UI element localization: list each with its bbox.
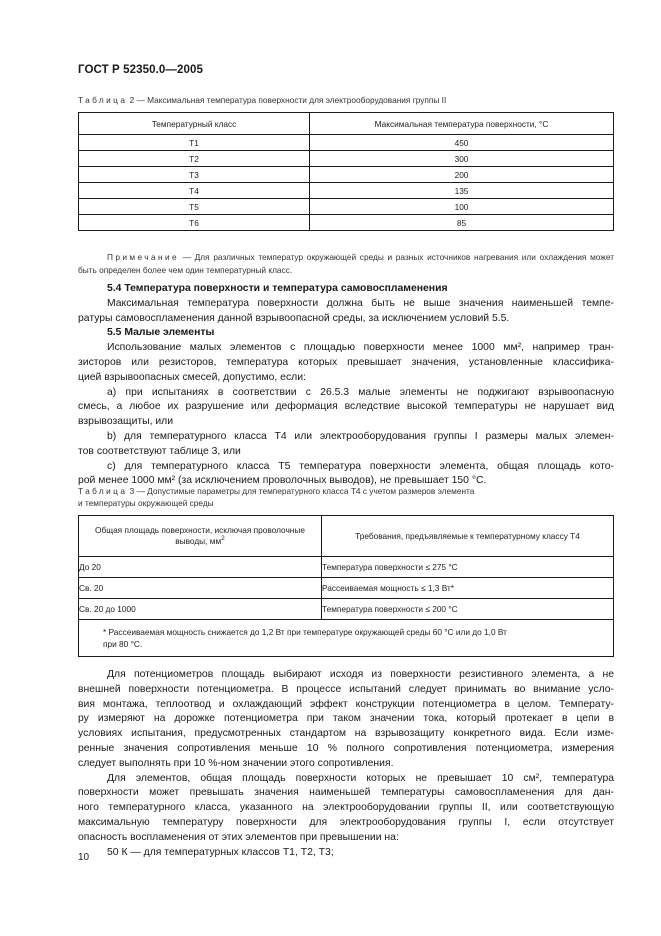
- paragraph-line: опасность воспламенения от этих элементов при превышении на:: [78, 831, 399, 843]
- table3-col1-header-line1: Общая площадь поверхности, исключая проволочные: [95, 525, 305, 535]
- body-text-sections: [78, 282, 614, 489]
- table2-cell-temp: 135: [310, 183, 614, 199]
- table3-caption-text: 3 — Допустимые параметры для температурного класса Т4 с учетом размеров элемента: [127, 486, 475, 496]
- table2-cell-class: Т2: [79, 151, 310, 167]
- paragraph-line: тов соответствуют таблице 3, или: [78, 445, 241, 457]
- paragraph-line: 50 К — для температурных классов Т1, Т2, Т3;: [107, 846, 334, 858]
- table3: [78, 515, 614, 657]
- table3-footnote-row: [79, 620, 614, 657]
- table-row: [79, 215, 614, 231]
- paragraph-line: следует выполнять при 10 %-ном значении этого сопротивления.: [78, 757, 394, 769]
- paragraph-line: рой менее 1000 мм² (за исключением проволочных выводов), не превышает 150 °С.: [78, 475, 487, 487]
- section-5-5-heading: 5.5 Малые элементы: [107, 327, 215, 339]
- table2-caption-text: 2 — Максимальная температура поверхности для электрооборудования группы II: [127, 95, 447, 105]
- table3-col1-header-sup: 2: [221, 535, 225, 542]
- table2-cell-class: Т5: [79, 199, 310, 215]
- table2-cell-class: Т3: [79, 167, 310, 183]
- table3-caption-word: Таблица: [78, 486, 128, 496]
- table3-caption: [78, 486, 474, 496]
- table3-cell-area: Св. 20: [79, 578, 322, 599]
- paragraph-line: ру измеряют на дорожке потенциометра при таком значении тока, который протекает в цепи в: [78, 713, 614, 725]
- table3-footnote-line1: * Рассеиваемая мощность снижается до 1,2 Вт при температуре окружающей среды 60 °С или до 1,0 Вт: [103, 626, 507, 637]
- table3-footnote-line2: при 80 °С.: [103, 639, 143, 649]
- table2-cell-temp: 200: [310, 167, 614, 183]
- paragraph-line: вия монтажа, теплоотвод и охлаждающий эффект конструкции потенциометра в целом. Температу-: [78, 698, 614, 710]
- table-row: [79, 578, 614, 599]
- document-header: ГОСТ Р 52350.0—2005: [78, 64, 203, 76]
- table-row: [79, 557, 614, 578]
- table3-col1-header: [79, 516, 322, 557]
- paragraph-line: поверхности может превышать значения наименьшей температуры самовоспламенения для дан-: [78, 787, 614, 799]
- paragraph-line: внешней поверхности потенциометра. В процессе испытаний следует принимать во внимание усло-: [78, 683, 614, 695]
- paragraph-line: ратуры самовоспламенения данной взрывоопасной среды, за исключением условий 5.5.: [78, 312, 510, 324]
- table3-cell-requirement: Температура поверхности ≤ 275 °С: [322, 557, 614, 578]
- paragraph-line: Для элементов, общая площадь поверхности которых не превышает 10 см², температура: [107, 772, 614, 784]
- table2: [78, 112, 614, 231]
- paragraph-line: цией взрывоопасных смесей, допустимо, если:: [78, 371, 306, 383]
- table3-cell-requirement: Рассеиваемая мощность ≤ 1,3 Вт*: [322, 578, 614, 599]
- paragraph-line: смесь, а любое их разрушение или деформация вследствие высокой температуры не нарушает вид: [78, 401, 614, 413]
- paragraph-line: взрывозащиты, или: [78, 416, 174, 428]
- table3-cell-requirement: Температура поверхности ≤ 200 °С: [322, 599, 614, 620]
- table3-header-row: [79, 516, 614, 557]
- table-row: [79, 183, 614, 199]
- paragraph-line: ного температурного класса, указанного на электрооборудовании группы II, или соответствующую: [78, 802, 614, 814]
- table2-cell-class: Т6: [79, 215, 310, 231]
- table2-col-header: Температурный класс: [79, 113, 310, 135]
- paragraph-line: Для потенциометров площадь выбирают исходя из поверхности резистивного элемента, а не: [107, 669, 614, 680]
- section-5-4-heading: 5.4 Температура поверхности и температура самовоспламенения: [107, 283, 448, 294]
- table-row: [79, 599, 614, 620]
- table3-col1-header-line2: выводы, мм: [175, 536, 222, 546]
- paragraph-line: условиях испытания, предусмотренных стандартом на взрывозащиту конкретного вида. Если изме-: [78, 728, 614, 740]
- table3-footnote: [79, 620, 614, 657]
- table2-cell-temp: 85: [310, 215, 614, 231]
- table2-cell-temp: 100: [310, 199, 614, 215]
- paragraph-line: c) для температурного класса Т5 температура поверхности элемента, общая площадь кото-: [107, 460, 614, 472]
- table3-cell-area: До 20: [79, 557, 322, 578]
- paragraph-line: а) при испытаниях в соответствии с 26.5.3 малые элементы не поджигают взрывоопасную: [107, 386, 614, 398]
- table3-cell-area: Св. 20 до 1000: [79, 599, 322, 620]
- page-number: 10: [78, 852, 90, 863]
- table2-caption: [78, 95, 446, 105]
- table2-cell-class: Т4: [79, 183, 310, 199]
- paragraph-line: максимальную температуру поверхности для электрооборудования группы I, если отсутствует: [78, 816, 614, 828]
- body-text-potentiometers: [78, 668, 614, 860]
- table3-caption-line2: и температуры окружающей среды: [78, 498, 214, 508]
- note-text: — Для различных температур окружающей среды и разных источников нагревания или охлаждения может быть определен более чем один температурный класс.: [78, 252, 614, 275]
- paragraph-line: b) для температурного класса Т4 или электрооборудования группы I размеры малых элемен-: [107, 430, 614, 442]
- paragraph-line: зисторов или резисторов, температура которых превышает значения, установленные классифика-: [78, 356, 614, 368]
- table3-col2-header: Требования, предъявляемые к температурному классу Т4: [322, 516, 614, 557]
- table2-cell-temp: 300: [310, 151, 614, 167]
- note-label: Примечание: [107, 252, 180, 262]
- table2-col-header: Максимальная температура поверхности, °С: [310, 113, 614, 135]
- table2-cell-temp: 450: [310, 135, 614, 151]
- table-row: [79, 151, 614, 167]
- paragraph-line: ренные значения сопротивления меньше 10 % полного сопротивления потенциометра, измерения: [78, 742, 614, 754]
- table2-note: [78, 251, 614, 276]
- paragraph-line: Максимальная температура поверхности должна быть не выше значения наименьшей темпе-: [107, 297, 614, 309]
- table-row: [79, 167, 614, 183]
- table-row: [79, 199, 614, 215]
- table-row: [79, 135, 614, 151]
- paragraph-line: Использование малых элементов с площадью поверхности менее 1000 мм², например тран-: [107, 342, 614, 354]
- table2-cell-class: Т1: [79, 135, 310, 151]
- table2-header-row: [79, 113, 614, 135]
- table2-caption-word: Таблица: [78, 95, 128, 105]
